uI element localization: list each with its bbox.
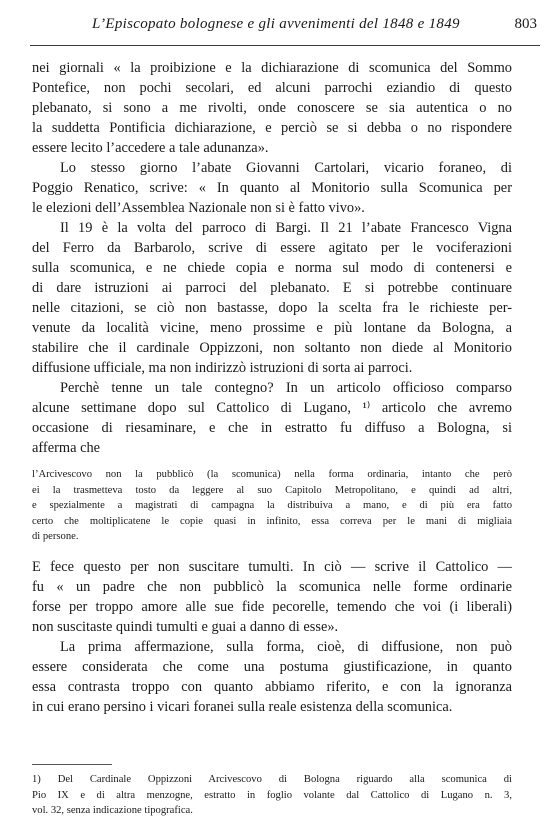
running-title: L’Episcopato bolognese e gli avvenimenti del 1848 e 1849 bbox=[92, 16, 460, 32]
spacer bbox=[32, 458, 512, 467]
quote-line: e spezialmente a magistrati di campagna la distribuiva a mano, e di più era fatto bbox=[32, 500, 512, 511]
header-rule bbox=[30, 45, 540, 46]
text-line: Pontefice, non pochi secolari, ed alcuni parrochi eziandio di questo bbox=[32, 80, 512, 96]
text-line: Lo stesso giorno l’abate Giovanni Cartolari, vicario foraneo, di bbox=[60, 160, 512, 176]
text-line: non suscitaste quindi tumulti e guai a danno di esse». bbox=[32, 618, 339, 635]
text-line: forse per troppo amore alle sue fide pecorelle, temendo che voi (i liberali) bbox=[32, 598, 512, 615]
quote-line: ei la trasmetteva tosto da leggere al suo Capitolo Metropolitano, e quindi ad altri, bbox=[32, 484, 512, 496]
text-line: essere considerata che come una postuma giustificazione, in quanto bbox=[32, 658, 512, 675]
text-line: del Ferro da Barbarolo, scrive di essere agitato per le vociferazioni bbox=[32, 240, 512, 256]
quote-line: di persone. bbox=[32, 531, 79, 542]
text-line: stabilire che il cardinale Oppizzoni, non soltanto non diede al Monitorio bbox=[32, 340, 512, 356]
quote-line: l’Arcivescovo non la pubblicò (la scomunica) nella forma ordinaria, intanto che però bbox=[32, 469, 512, 480]
text-line: nelle citazioni, se ciò non bastasse, dopo la scelta fra le richieste per- bbox=[32, 300, 512, 316]
text-line: in cui erano persino i vicari foranei sulla reale esistenza della scomunica. bbox=[32, 698, 453, 715]
text-line: nei giornali « la proibizione e la dichiarazione di scomunica del Sommo bbox=[32, 60, 512, 76]
text-line: plebanato, si sono a me rivolti, onde conoscere se sia autentica o no bbox=[32, 100, 512, 116]
text-line: la suddetta Pontificia dichiarazione, e perciò se si debba o no rispondere bbox=[32, 120, 512, 136]
text-line: Poggio Renatico, scrive: « In quanto al Monitorio sulla Scomunica per bbox=[32, 180, 512, 196]
footnote-line: Pio IX e di altra menzogne, estratto in foglio volante dal Cattolico di Lugano n. 3, bbox=[32, 789, 512, 801]
footnote bbox=[32, 772, 512, 819]
text-line: afferma che bbox=[32, 440, 101, 456]
text-line: le elezioni dell’Assemblea Nazionale non si è fatto vivo». bbox=[32, 200, 365, 216]
text-line: La prima affermazione, sulla forma, cioè, di diffusione, non può bbox=[60, 638, 512, 655]
paragraph-3 bbox=[32, 218, 512, 378]
text-line: Perchè tenne un tale contegno? In un articolo officioso comparso bbox=[60, 380, 512, 396]
paragraph-5 bbox=[32, 557, 512, 637]
footnote-rule bbox=[32, 764, 112, 765]
spacer bbox=[32, 545, 512, 557]
paragraph-4 bbox=[32, 378, 512, 458]
text-line: occasione di riesaminare, e che in estratto fu diffuso a Bologna, si bbox=[32, 420, 512, 436]
text-line: Il 19 è la volta del parroco di Bargi. Il 21 l’abate Francesco Vigna bbox=[60, 220, 512, 236]
footnote-line: 1) Del Cardinale Oppizzoni Arcivescovo di Bologna riguardo alla scomunica di bbox=[32, 774, 512, 785]
main-text bbox=[32, 58, 512, 717]
text-line: sulla scomunica, e ne chiede copia e norma sul modo di contenersi e bbox=[32, 260, 512, 276]
text-line: essere lecito l’accedere a tale adunanza». bbox=[32, 140, 269, 156]
footnote-line: vol. 32, senza indicazione tipografica. bbox=[32, 805, 193, 816]
paragraph-1 bbox=[32, 58, 512, 158]
text-line: diffusione ufficiale, ma non indirizzò istruzioni di sorta ai parroci. bbox=[32, 360, 413, 376]
text-line: E fece questo per non suscitare tumulti. In ciò — scrive il Cattolico — bbox=[32, 558, 512, 575]
page-number: 803 bbox=[514, 16, 537, 32]
paragraph-6 bbox=[32, 637, 512, 717]
text-line: essa contrasta troppo con quanto abbiamo riferito, e con la ignoranza bbox=[32, 678, 512, 695]
quote-line: certo che moltiplicatene le copie quasi in infinito, essa correva per le mani di migliaia bbox=[32, 515, 512, 527]
paragraph-2 bbox=[32, 158, 512, 218]
running-header bbox=[0, 16, 550, 38]
text-line: fu « un padre che non pubblicò la scomunica nelle forme ordinarie bbox=[32, 578, 512, 595]
text-line: alcune settimane dopo sul Cattolico di Lugano, ¹⁾ articolo che avremo bbox=[32, 400, 512, 416]
text-line: venute da località vicine, meno prossime e più lontane da Bologna, a bbox=[32, 320, 512, 336]
block-quote bbox=[32, 467, 512, 545]
text-line: di dare istruzioni ai parroci del plebanato. E si potrebbe continuare bbox=[32, 280, 512, 296]
